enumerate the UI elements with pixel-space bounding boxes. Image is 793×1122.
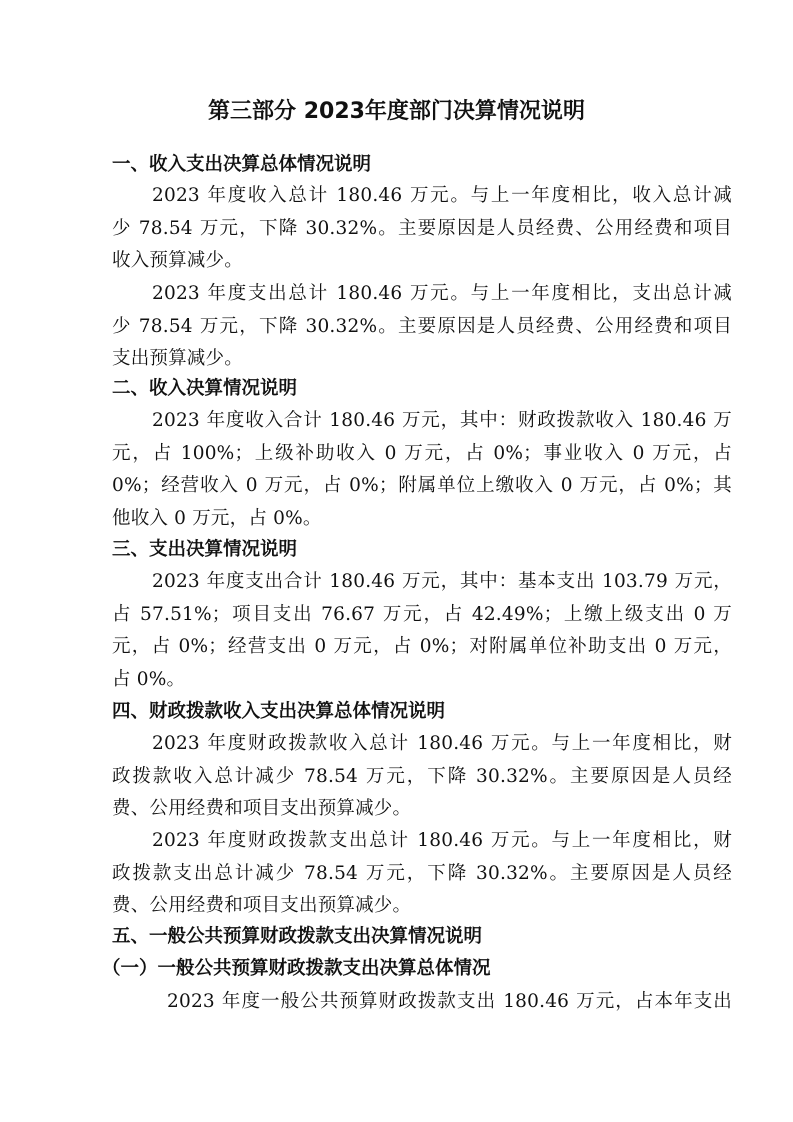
paragraph (72, 728, 732, 826)
section-1 (72, 150, 732, 180)
text-line: 2023 年度支出合计 180.46 万元，其中：基本支出 103.79 万元， (152, 571, 732, 592)
paragraph (72, 986, 732, 1019)
text-line: 他收入 0 万元，占 0%。 (112, 507, 322, 529)
text-line: 元，占 0%；经营支出 0 万元，占 0%；对附属单位补助支出 0 万元， (112, 636, 732, 657)
text-line: 元，占 100%；上级补助收入 0 万元，占 0%；事业收入 0 万元，占 (112, 442, 732, 464)
text-line: 支出预算减少。 (112, 348, 243, 369)
text-line: 费、公用经费和项目支出预算减少。 (112, 798, 412, 819)
text-line: 占 0%。 (112, 668, 186, 690)
text-line: 2023 年度收入总计 180.46 万元。与上一年度相比，收入总计减 (152, 185, 732, 206)
section-2 (72, 374, 732, 404)
paragraph (72, 566, 732, 696)
text-line: 2023 年度支出总计 180.46 万元。与上一年度相比，支出总计减 (152, 283, 732, 304)
text-line: 占 57.51%；项目支出 76.67 万元，占 42.49%；上缴上级支出 0 万 (112, 603, 732, 625)
text-line: 收入预算减少。 (112, 250, 243, 271)
text-line: 政拨款支出总计减少 78.54 万元，下降 30.32%。主要原因是人员经 (112, 862, 732, 884)
text-line: 少 78.54 万元，下降 30.32%。主要原因是人员经费、公用经费和项目 (112, 217, 732, 239)
section-3 (72, 535, 732, 565)
section-heading: 二、收入决算情况说明 (112, 378, 298, 399)
paragraph (72, 180, 732, 278)
text-line: 2023 年度财政拨款支出总计 180.46 万元。与上一年度相比，财 (152, 830, 732, 851)
text-line: 2023 年度收入合计 180.46 万元，其中：财政拨款收入 180.46 万 (152, 410, 732, 431)
text-line: 2023 年度财政拨款收入总计 180.46 万元。与上一年度相比，财 (152, 733, 732, 754)
text-line: 费、公用经费和项目支出预算减少。 (112, 895, 412, 916)
paragraph (72, 825, 732, 923)
section-heading: 四、财政拨款收入支出决算总体情况说明 (112, 701, 446, 722)
section-heading: 三、支出决算情况说明 (112, 539, 298, 560)
section-5 (72, 922, 732, 952)
text-line: 少 78.54 万元，下降 30.32%。主要原因是人员经费、公用经费和项目 (112, 315, 732, 337)
text-line: 0%；经营收入 0 万元，占 0%；附属单位上缴收入 0 万元，占 0%；其 (112, 475, 732, 496)
subsection-1 (72, 954, 732, 984)
section-heading: 五、一般公共预算财政拨款支出决算情况说明 (112, 926, 483, 947)
section-heading: 一、收入支出决算总体情况说明 (112, 154, 372, 175)
text-line: 政拨款收入总计减少 78.54 万元，下降 30.32%。主要原因是人员经 (112, 765, 732, 787)
text-line: 2023 年度一般公共预算财政拨款支出 180.46 万元，占本年支出 (167, 991, 732, 1012)
page-title: 第三部分 2023年度部门决算情况说明 (208, 99, 585, 124)
paragraph (72, 405, 732, 535)
subsection-heading: （一）一般公共预算财政拨款支出决算总体情况 (102, 958, 491, 979)
paragraph (72, 278, 732, 376)
section-4 (72, 697, 732, 727)
